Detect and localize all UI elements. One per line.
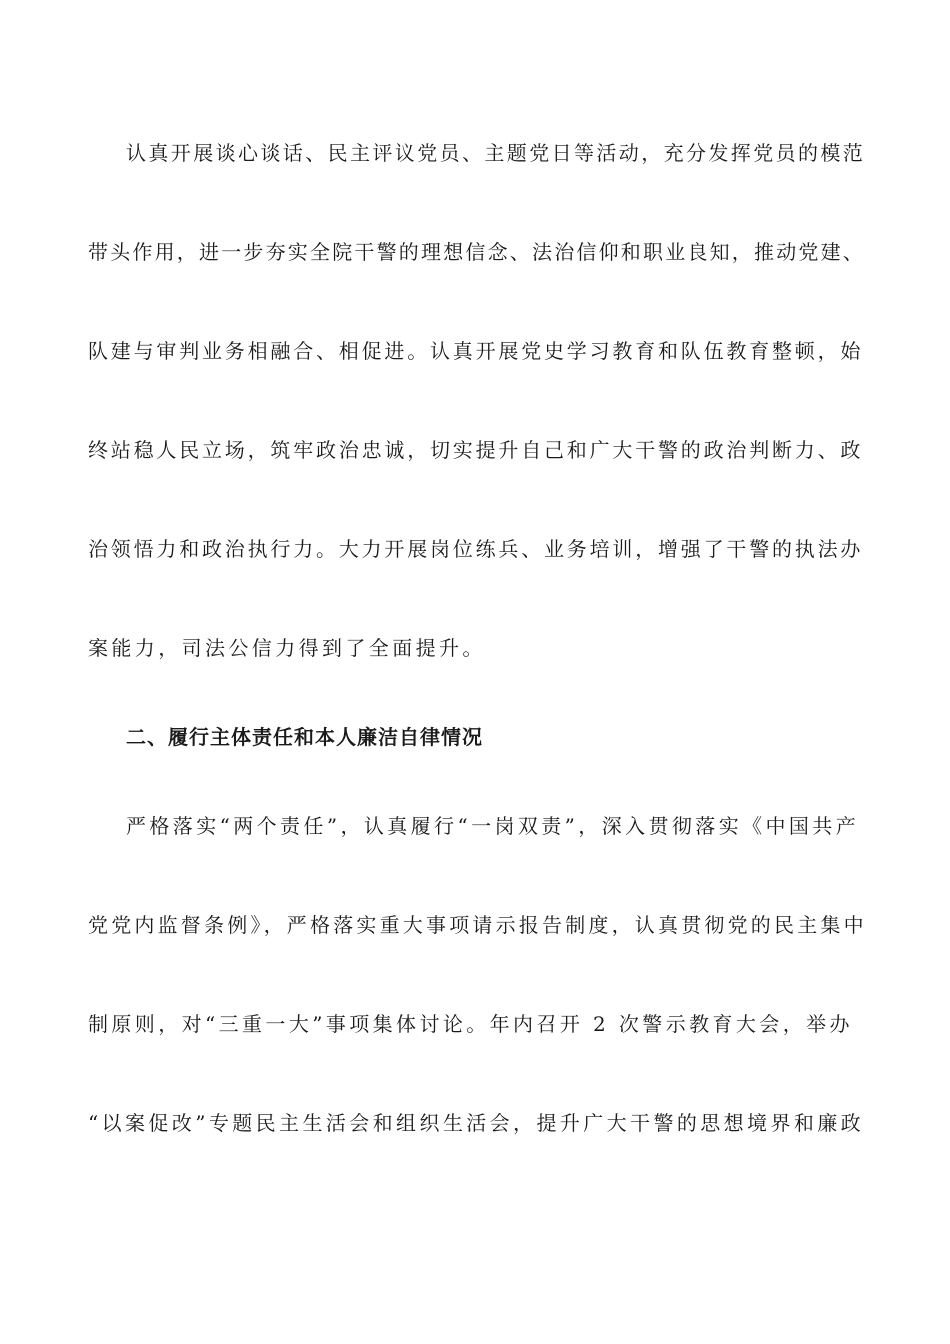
paragraph-1-line-2: 带头作用，进一步夯实全院干警的理想信念、法治信仰和职业良知，推动党建、 — [88, 240, 865, 264]
paragraph-2-line-1: 严格落实“两个责任”，认真履行“一岗双责”，深入贯彻落实《中国共产 — [126, 814, 860, 838]
paragraph-1-line-5: 治领悟力和政治执行力。大力开展岗位练兵、业务培训，增强了干警的执法办 — [88, 537, 864, 561]
paragraph-1-line-6: 案能力，司法公信力得到了全面提升。 — [88, 636, 486, 660]
paragraph-1-line-3: 队建与审判业务相融合、相促进。认真开展党史学习教育和队伍教育整顿，始 — [88, 339, 864, 363]
paragraph-1-line-1: 认真开展谈心谈话、民主评议党员、主题党日等活动，充分发挥党员的模范 — [126, 141, 866, 165]
section-heading: 二、履行主体责任和本人廉洁自律情况 — [126, 725, 483, 749]
paragraph-2-line-4: “以案促改”专题民主生活会和组织生活会，提升广大干警的思想境界和廉政 — [88, 1111, 865, 1135]
paragraph-2-line-2: 党党内监督条例》，严格落实重大事项请示报告制度，认真贯彻党的民主集中 — [88, 913, 867, 937]
paragraph-2-line-3: 制原则，对“三重一大”事项集体讨论。年内召开 2 次警示教育大会，举办 — [88, 1012, 853, 1036]
paragraph-1-line-4: 终站稳人民立场，筑牢政治忠诚，切实提升自己和广大干警的政治判断力、政 — [88, 438, 864, 462]
